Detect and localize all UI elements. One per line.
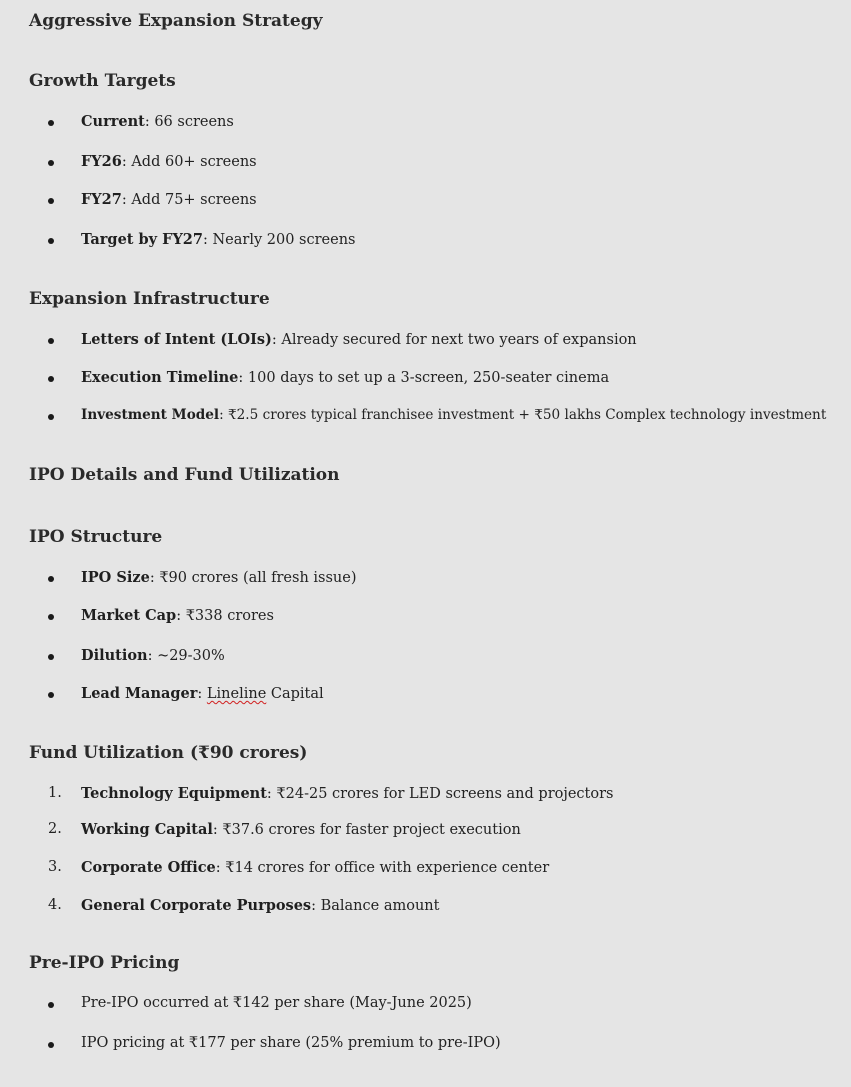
bullet-icon bbox=[48, 1042, 54, 1048]
bullet-icon bbox=[48, 376, 54, 382]
item-text: ₹2.5 crores typical franchisee investment + ₹50 lakhs Complex technology investment bbox=[228, 407, 827, 423]
item-label: Investment Model bbox=[81, 407, 220, 423]
item-label: Working Capital bbox=[81, 821, 213, 838]
bullet-icon bbox=[48, 338, 54, 344]
item-label: Dilution bbox=[81, 647, 148, 664]
heading-fund-utilization: Fund Utilization (₹90 crores) bbox=[29, 743, 308, 763]
bullet-icon bbox=[48, 120, 54, 126]
item-label: Letters of Intent (LOIs) bbox=[81, 331, 272, 348]
bullet-icon bbox=[48, 238, 54, 244]
item-text: ₹90 crores (all fresh issue) bbox=[159, 570, 357, 586]
list-item: Lead Manager: Lineline Capital bbox=[0, 685, 851, 707]
item-text: 66 screens bbox=[154, 114, 234, 130]
bullet-icon bbox=[48, 1002, 54, 1008]
list-item: IPO Size: ₹90 crores (all fresh issue) bbox=[0, 569, 851, 591]
bullet-icon bbox=[48, 654, 54, 660]
list-item: Current: 66 screens bbox=[0, 113, 851, 135]
item-text: ₹37.6 crores for faster project execution bbox=[222, 822, 521, 838]
item-label: FY27 bbox=[81, 191, 122, 208]
heading-pre-ipo-pricing: Pre-IPO Pricing bbox=[29, 953, 180, 973]
list-item: Investment Model: ₹2.5 crores typical franchisee investment + ₹50 lakhs Complex technology investment bbox=[0, 407, 851, 429]
list-item: Target by FY27: Nearly 200 screens bbox=[0, 231, 851, 253]
item-label: Lead Manager bbox=[81, 685, 198, 702]
list-item: Market Cap: ₹338 crores bbox=[0, 607, 851, 629]
item-number: 4. bbox=[48, 897, 62, 913]
document-title: Aggressive Expansion Strategy bbox=[29, 11, 323, 31]
item-text: Add 60+ screens bbox=[131, 154, 257, 170]
item-number: 1. bbox=[48, 785, 62, 801]
list-item: Dilution: ~29-30% bbox=[0, 647, 851, 669]
item-text: Balance amount bbox=[320, 898, 440, 914]
item-label: Target by FY27 bbox=[81, 231, 203, 248]
item-label: FY26 bbox=[81, 153, 122, 170]
heading-growth-targets: Growth Targets bbox=[29, 71, 176, 91]
item-text: Capital bbox=[266, 686, 324, 702]
list-item: FY26: Add 60+ screens bbox=[0, 153, 851, 175]
bullet-icon bbox=[48, 414, 54, 420]
list-item: FY27: Add 75+ screens bbox=[0, 191, 851, 213]
item-number: 3. bbox=[48, 859, 62, 875]
heading-ipo-structure: IPO Structure bbox=[29, 527, 163, 547]
item-text: Already secured for next two years of expansion bbox=[281, 332, 637, 348]
item-text: ₹24-25 crores for LED screens and projectors bbox=[276, 786, 614, 802]
item-text: Add 75+ screens bbox=[131, 192, 257, 208]
item-label: Corporate Office bbox=[81, 859, 216, 876]
numbered-item: 1. Technology Equipment: ₹24-25 crores for LED screens and projectors bbox=[48, 785, 614, 802]
item-label: Market Cap bbox=[81, 607, 177, 624]
bullet-icon bbox=[48, 198, 54, 204]
bullet-icon bbox=[48, 614, 54, 620]
list-item bbox=[0, 1035, 851, 1057]
numbered-item: 4. General Corporate Purposes: Balance amount bbox=[48, 897, 440, 914]
numbered-item: 3. Corporate Office: ₹14 crores for office with experience center bbox=[48, 859, 550, 876]
bullet-icon bbox=[48, 160, 54, 166]
item-label: Execution Timeline bbox=[81, 369, 239, 386]
list-item: Execution Timeline: 100 days to set up a 3-screen, 250-seater cinema bbox=[0, 369, 851, 391]
item-text: 100 days to set up a 3-screen, 250-seater cinema bbox=[247, 370, 610, 386]
item-text: ₹338 crores bbox=[185, 608, 274, 624]
numbered-item: 2. Working Capital: ₹37.6 crores for faster project execution bbox=[48, 821, 521, 838]
item-label: IPO Size bbox=[81, 569, 150, 586]
item-number: 2. bbox=[48, 821, 62, 837]
bullet-icon bbox=[48, 692, 54, 698]
item-label: General Corporate Purposes bbox=[81, 897, 312, 914]
item-text: Nearly 200 screens bbox=[212, 232, 356, 248]
item-text: ₹14 crores for office with experience center bbox=[225, 860, 550, 876]
item-text: Pre-IPO occurred at ₹142 per share (May-June 2025) bbox=[81, 995, 472, 1011]
list-item bbox=[0, 995, 851, 1017]
item-text: IPO pricing at ₹177 per share (25% premium to pre-IPO) bbox=[81, 1035, 501, 1051]
item-label: Current bbox=[81, 113, 145, 130]
section-title-ipo: IPO Details and Fund Utilization bbox=[29, 465, 340, 485]
item-text: ~29-30% bbox=[157, 648, 225, 664]
heading-expansion-infrastructure: Expansion Infrastructure bbox=[29, 289, 270, 309]
bullet-icon bbox=[48, 576, 54, 582]
item-label: Technology Equipment bbox=[81, 785, 267, 802]
misspelled-word[interactable]: Lineline bbox=[206, 686, 267, 702]
list-item: Letters of Intent (LOIs): Already secured for next two years of expansion bbox=[0, 331, 851, 353]
